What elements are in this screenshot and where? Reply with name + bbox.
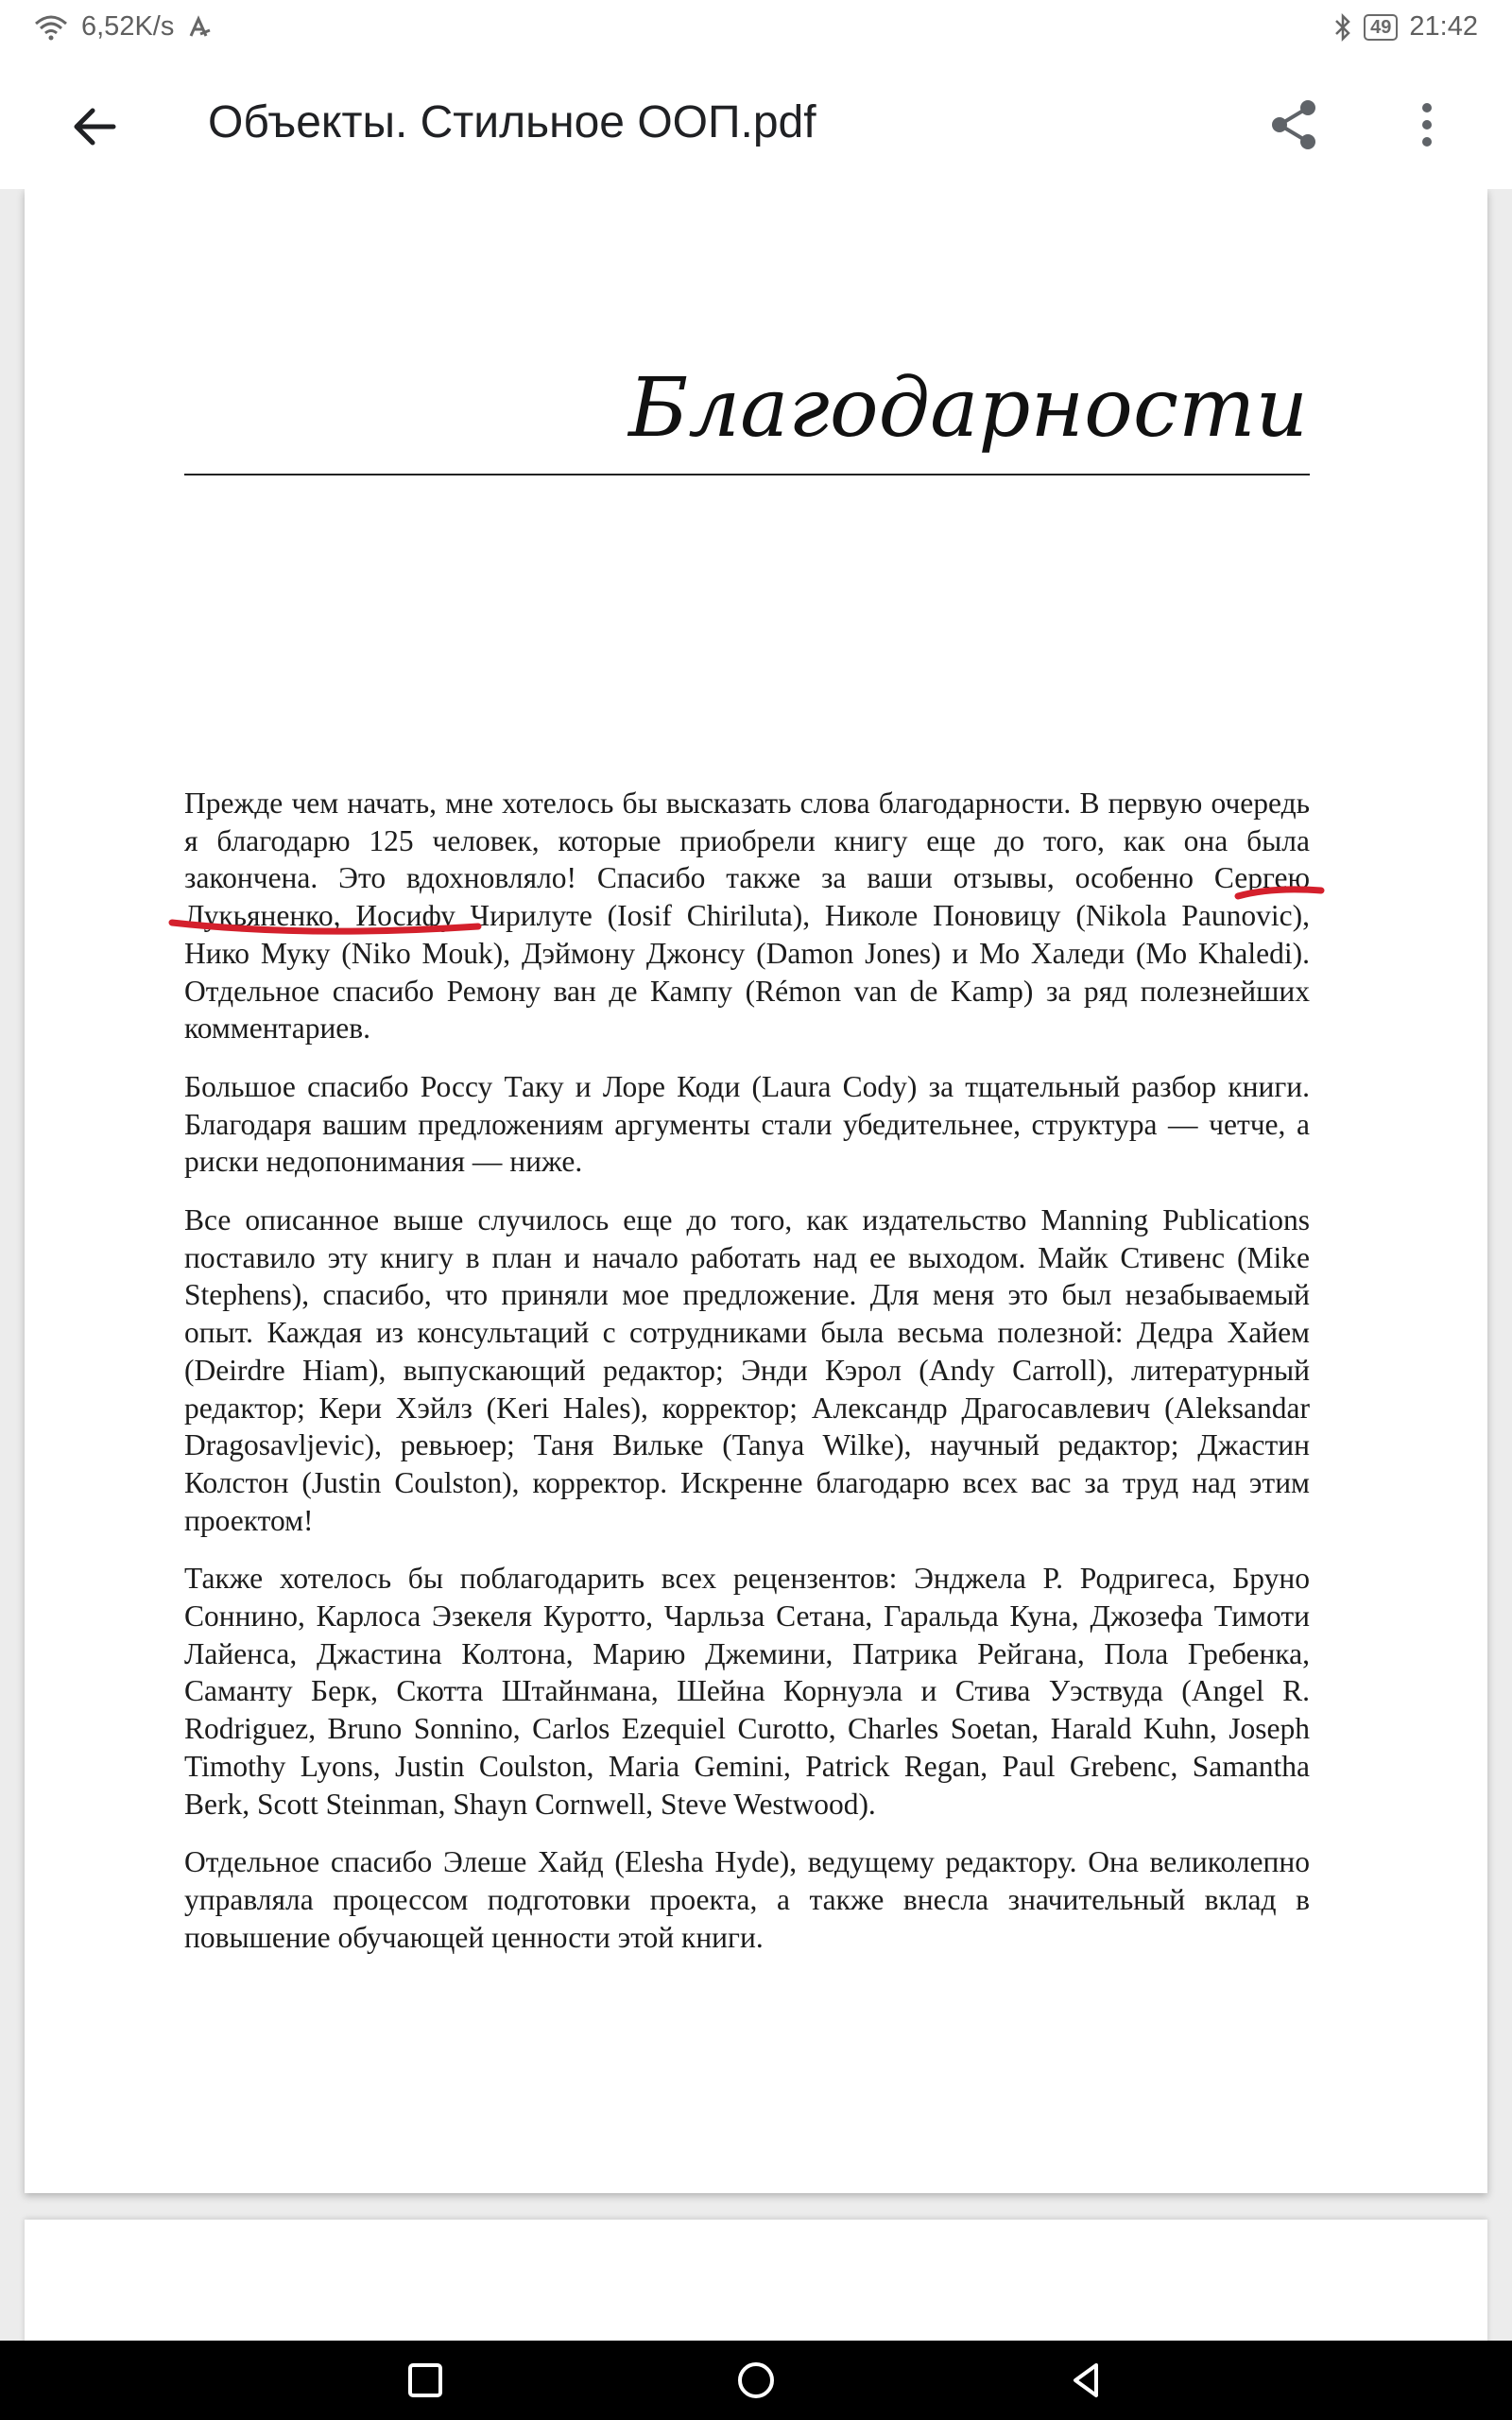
pdf-page-next[interactable]: [25, 2220, 1487, 2341]
net-speed: 6,52K/s: [81, 11, 175, 42]
battery-icon: 49: [1364, 14, 1398, 41]
share-icon[interactable]: [1266, 96, 1323, 153]
status-bar: [0, 0, 1512, 59]
paragraph: Также хотелось бы поблагодарить всех рецензентов: Энджела Р. Родригеса, Бруно Соннино, Карлоса Эзекеля Куротто, Чарльза Сетана, Гаральда Куна, Джозефа Тимоти Лайенса, Джастина Колтона, Марию Джемини, Патрика Рейгана, Пола Гребенка, Саманту Берк, Скотта Штайнмана, Шейна Корнуэла и Стива Уэствуда (Angel R. Rodriguez, Bruno Sonnino, Carlos Ezequiel Curotto, Charles Soetan, Harald Kuhn, Joseph Timothy Lyons, Justin Coulston, Maria Gemini, Patrick Regan, Paul Grebenc, Samantha Berk, Scott Steinman, Shayn Cornwell, Steve Westwood).: [184, 1562, 1310, 1821]
bluetooth-icon: [1333, 13, 1352, 42]
nav-back-icon[interactable]: [1066, 2360, 1108, 2401]
paragraph: Большое спасибо Россу Таку и Лоре Коди (Laura Cody) за тщательный разбор книги. Благодаря вашим предложениям аргументы стали убедительнее, структура — четче, а риски недопонимания — ниже.: [184, 1069, 1310, 1179]
font-notification-icon: [187, 15, 212, 40]
paragraph: Все описанное выше случилось еще до того, как издательство Manning Publications поставило эту книгу в план и начало работать над ее выходом. Майк Стивенс (Mike Stephens), спасибо, что приняли мое предложение. Для меня это был незабываемый опыт. Каждая из консультаций с сотрудниками была весьма полезной: Дедра Хайем (Deirdre Hiam), выпускающий редактор; Энди Кэрол (Andy Carroll), литературный редактор; Кери Хэйлз (Keri Hales), корректор; Александр Драгосавлевич (Aleksandar Dragosavljevic), ревьюер; Таня Вильке (Tanya Wilke), научный редактор; Джастин Колстон (Justin Coulston), корректор. Искренне благодарю всех вас за труд над этим проектом!: [184, 1203, 1310, 1537]
status-right: [1333, 11, 1478, 43]
wifi-icon: [34, 13, 68, 42]
navigation-bar: [0, 2341, 1512, 2420]
home-icon[interactable]: [735, 2360, 777, 2401]
toolbar: [0, 59, 1512, 189]
paragraph: Прежде чем начать, мне хотелось бы высказать слова благодарности. В первую очередь я благодарю 125 человек, которые приобрели книгу еще до того, как она была закончена. Это вдохновляло! Спасибо также за ваши отзывы, особенно Сергею Лукьяненко, Иосифу Чирилуте (Iosif Chiriluta), Николе Поновицу (Nikola Paunovic), Нико Муку (Niko Mouk), Дэймону Джонсу (Damon Jones) и Мо Халеди (Mo Khaledi). Отдельное спасибо Ремону ван де Кампу (Rémon van de Kamp) за ряд полезнейших комментариев.: [184, 786, 1310, 1046]
back-arrow-icon[interactable]: [68, 100, 121, 153]
clock: 21:42: [1409, 11, 1478, 42]
page-body: [184, 785, 1310, 1977]
recents-icon[interactable]: [404, 2360, 446, 2401]
paragraph: Отдельное спасибо Элеше Хайд (Elesha Hyde), ведущему редактору. Она великолепно управляла процессом подготовки проекта, а также внесла значительный вклад в повышение обучающей ценности этой книги.: [184, 1845, 1310, 1954]
title-divider: [184, 474, 1310, 475]
pdf-viewer[interactable]: [0, 189, 1512, 2341]
document-title: Объекты. Стильное ООП.pdf: [208, 97, 816, 147]
pdf-page[interactable]: [25, 189, 1487, 2193]
chapter-title: Благодарности: [628, 361, 1308, 456]
status-left: [34, 11, 212, 43]
more-vertical-icon[interactable]: [1408, 96, 1446, 153]
